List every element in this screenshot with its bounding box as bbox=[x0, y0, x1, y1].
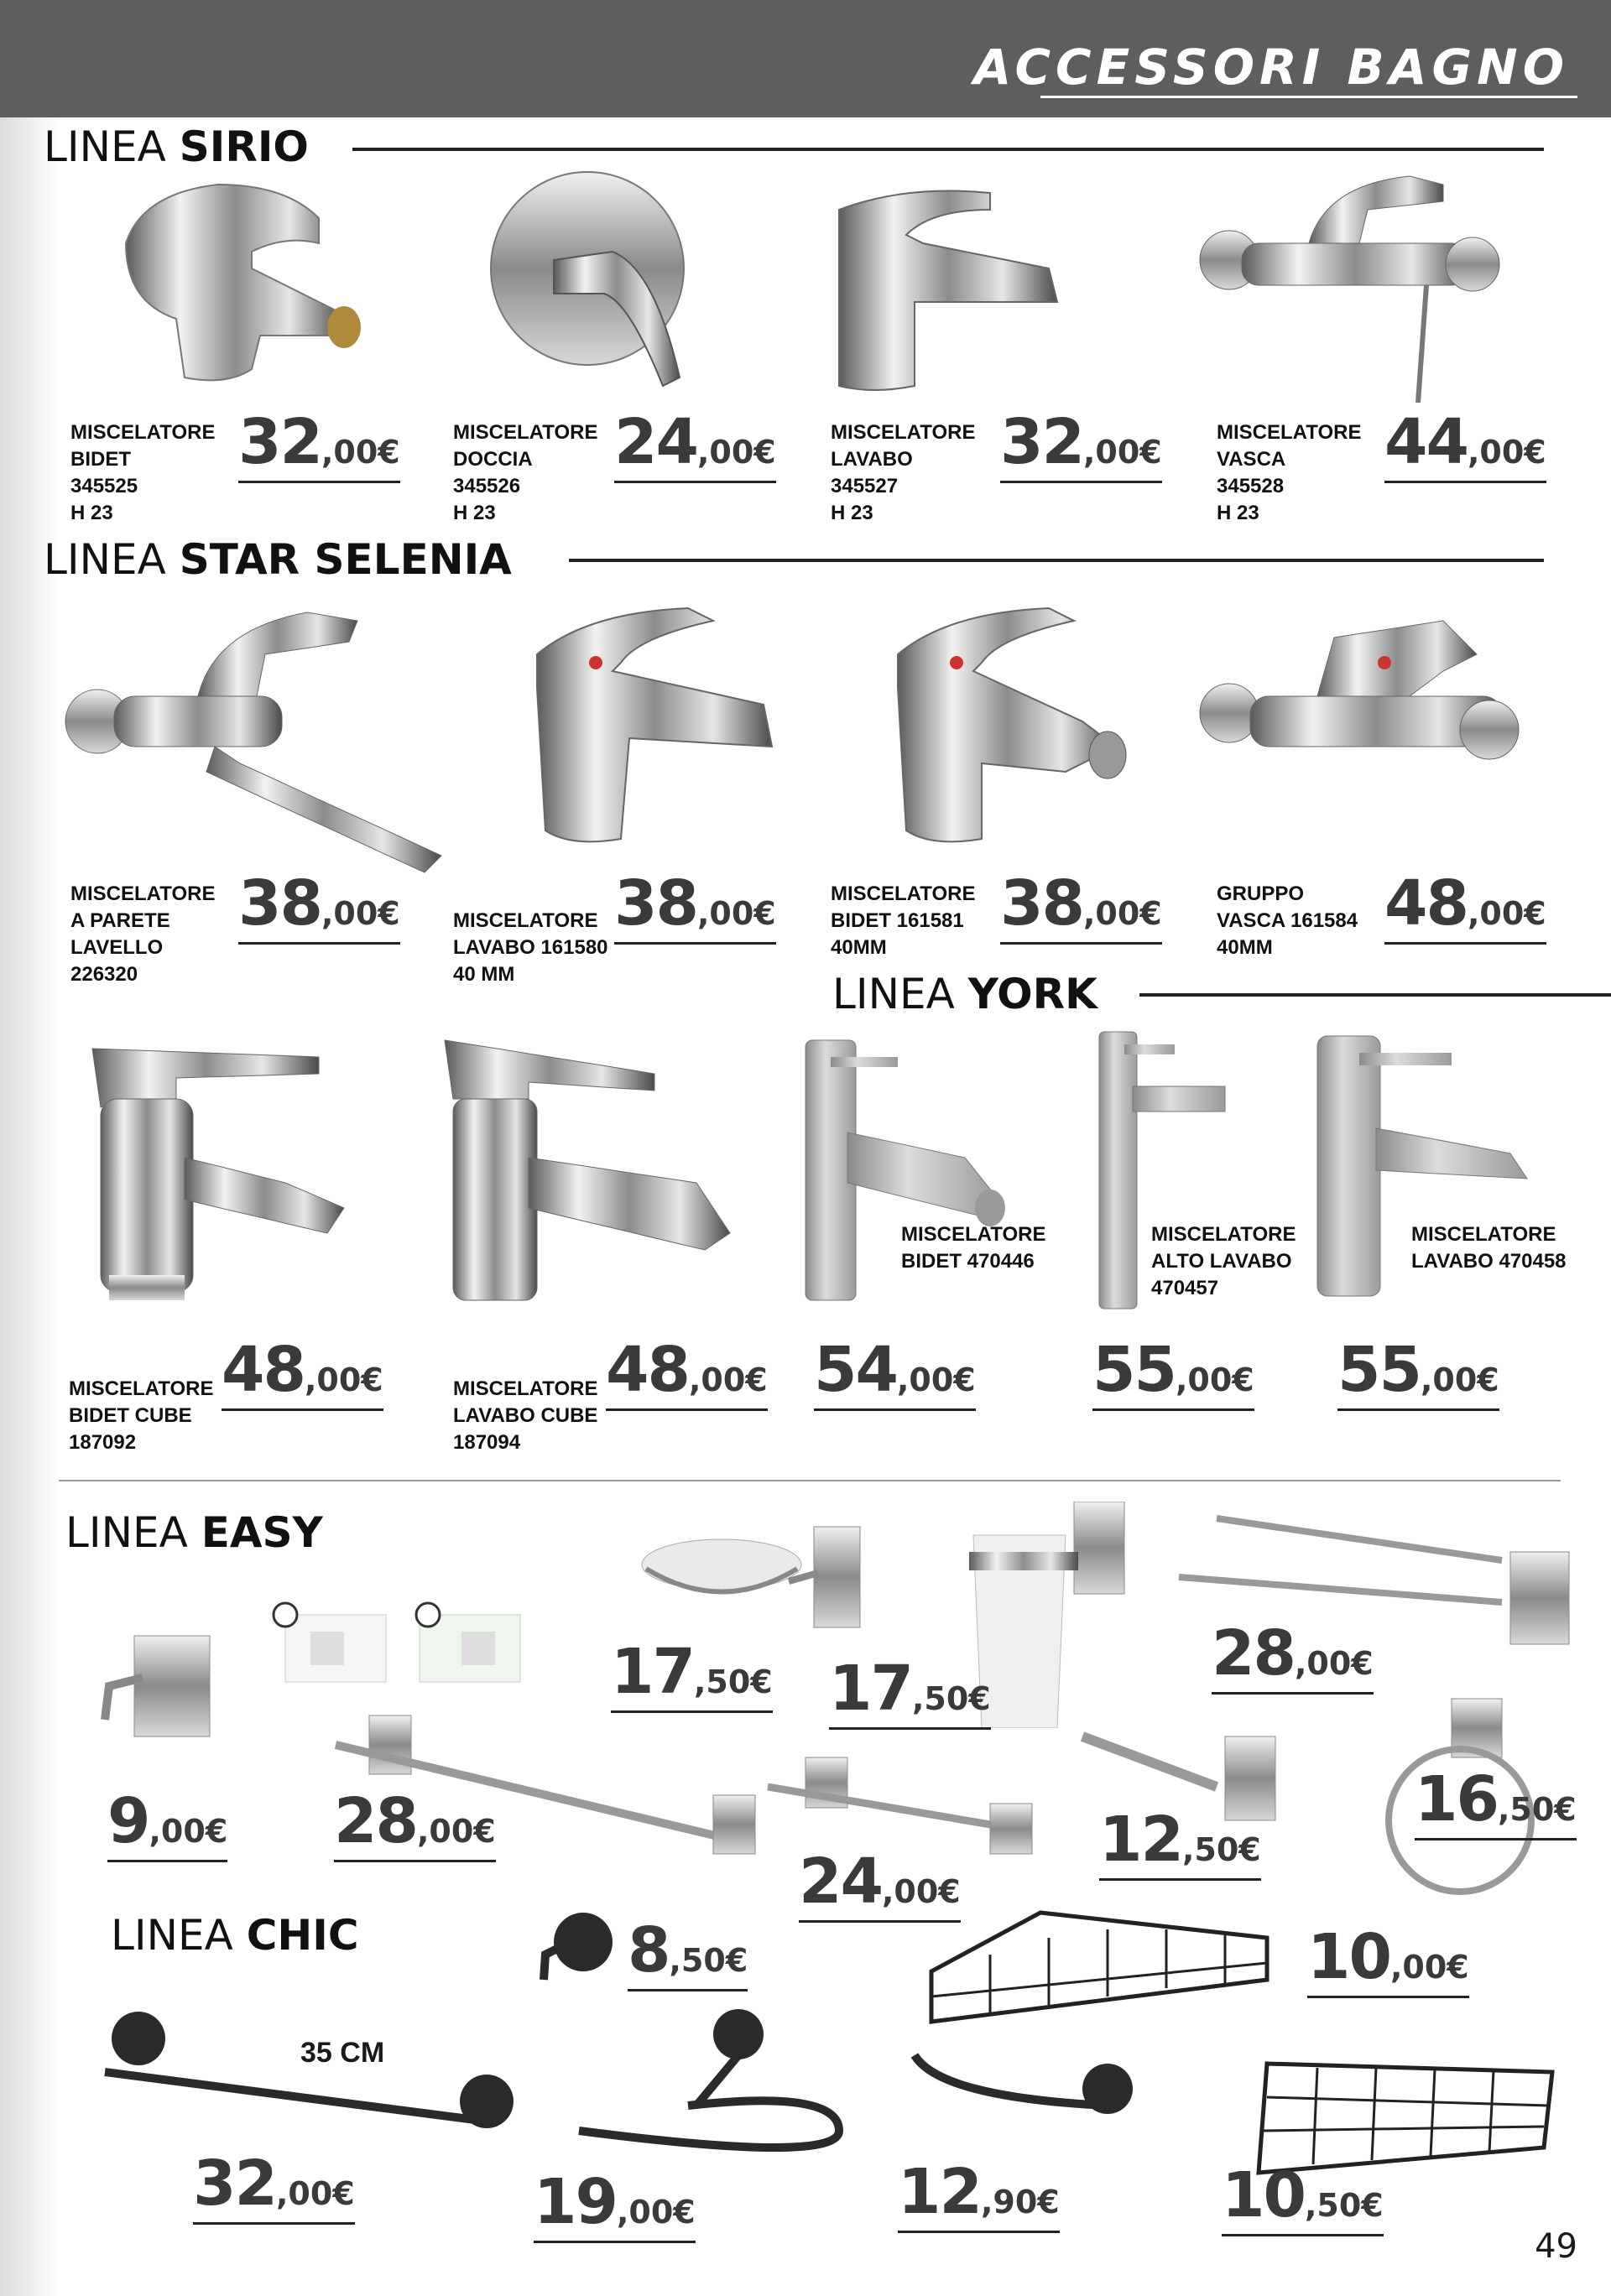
product-label-cube-lavabo: MISCELATORE LAVABO CUBE 187094 bbox=[453, 1377, 598, 1454]
product-image-sirio-lavabo bbox=[822, 176, 1074, 403]
product-label-star-lavabo: MISCELATORE LAVABO 161580 40 MM bbox=[453, 909, 608, 986]
product-image-star-lavabo bbox=[503, 604, 789, 847]
product-image-sirio-bidet bbox=[92, 168, 361, 403]
mounting-diagram-image bbox=[268, 1598, 537, 1690]
soap-dish-image bbox=[638, 1523, 864, 1636]
price-tag-easy-soap-dish: 17,50€ bbox=[611, 1636, 773, 1708]
price-tag-york-alto: 55,00€ bbox=[1092, 1334, 1254, 1406]
section-title-easy: LINEA EASY bbox=[65, 1508, 323, 1557]
section-title-sirio: LINEA SIRIO bbox=[44, 122, 309, 171]
page-number: 49 bbox=[1535, 2227, 1577, 2266]
price-tag-cube-bidet: 48,00€ bbox=[222, 1334, 383, 1406]
product-label-sirio-lavabo: MISCELATORE LAVABO 345527 H 23 bbox=[831, 421, 976, 524]
price-tag-star-vasca: 48,00€ bbox=[1384, 867, 1546, 940]
chic-hook-image bbox=[537, 1904, 613, 1988]
price-tag-sirio-vasca: 44,00€ bbox=[1384, 406, 1546, 478]
price-tag-chic-paper-holder: 12,90€ bbox=[898, 2156, 1060, 2228]
price-tag-sirio-bidet: 32,00€ bbox=[238, 406, 400, 478]
product-label-cube-bidet: MISCELATORE BIDET CUBE 187092 bbox=[69, 1377, 214, 1454]
section-rule-star-selenia bbox=[569, 559, 1544, 562]
price-tag-sirio-lavabo: 32,00€ bbox=[1000, 406, 1162, 478]
price-tag-chic-corner-shelf: 10,00€ bbox=[1307, 1921, 1469, 1993]
page-title: ACCESSORI BAGNO bbox=[973, 39, 1569, 96]
header-bar bbox=[0, 0, 1611, 117]
price-tag-easy-double-rail: 28,00€ bbox=[1212, 1617, 1374, 1689]
price-tag-chic-towel-bar: 32,00€ bbox=[193, 2148, 355, 2220]
price-tag-chic-hook: 8,50€ bbox=[628, 1914, 748, 1986]
chic-towel-hook-image bbox=[571, 2005, 856, 2164]
product-image-sirio-doccia bbox=[487, 159, 705, 411]
price-tag-easy-long-bar: 28,00€ bbox=[334, 1785, 496, 1857]
product-image-star-vasca bbox=[1191, 604, 1527, 839]
tumbler-holder-image bbox=[965, 1502, 1141, 1728]
price-tag-easy-tumbler: 17,50€ bbox=[829, 1653, 991, 1725]
product-image-star-parete bbox=[64, 604, 450, 906]
price-tag-cube-lavabo: 48,00€ bbox=[606, 1334, 768, 1406]
product-label-sirio-bidet: MISCELATORE BIDET 345525 H 23 bbox=[70, 421, 216, 524]
product-label-sirio-doccia: MISCELATORE DOCCIA 345526 H 23 bbox=[453, 421, 598, 524]
section-title-chic: LINEA CHIC bbox=[111, 1911, 359, 1960]
product-label-york-alto: MISCELATORE ALTO LAVABO 470457 bbox=[1151, 1223, 1296, 1299]
section-title-star-selenia: LINEA STAR SELENIA bbox=[44, 535, 512, 584]
title-underline bbox=[1040, 96, 1577, 98]
price-tag-star-bidet: 38,00€ bbox=[1000, 867, 1162, 940]
product-label-sirio-vasca: MISCELATORE VASCA 345528 H 23 bbox=[1217, 421, 1362, 524]
price-tag-easy-hook: 9,00€ bbox=[107, 1785, 227, 1857]
price-tag-sirio-doccia: 24,00€ bbox=[614, 406, 776, 478]
side-gradient bbox=[0, 117, 59, 2296]
product-image-cube-bidet bbox=[76, 1032, 352, 1309]
product-label-star-vasca: GRUPPO VASCA 161584 40MM bbox=[1217, 882, 1358, 959]
price-tag-chic-towel-hook: 19,00€ bbox=[534, 2166, 696, 2238]
price-tag-chic-basket: 10,50€ bbox=[1222, 2159, 1384, 2231]
divider bbox=[59, 1480, 1561, 1481]
robe-hook-image bbox=[92, 1627, 218, 1745]
section-rule-york bbox=[1139, 993, 1611, 997]
price-tag-easy-short-bar: 24,00€ bbox=[799, 1846, 961, 1918]
product-image-cube-lavabo bbox=[436, 1032, 738, 1309]
chic-towel-bar-image bbox=[92, 2005, 529, 2148]
product-label-star-bidet: MISCELATORE BIDET 161581 40MM bbox=[831, 882, 976, 959]
product-label-york-lavabo: MISCELATORE LAVABO 470458 bbox=[1411, 1223, 1567, 1273]
price-tag-easy-paper-holder: 12,50€ bbox=[1099, 1804, 1261, 1876]
price-tag-york-bidet: 54,00€ bbox=[814, 1334, 976, 1406]
section-title-york: LINEA YORK bbox=[832, 970, 1097, 1018]
corner-shelf-image bbox=[923, 1904, 1275, 2038]
chic-paper-holder-image bbox=[906, 2022, 1150, 2148]
product-image-sirio-vasca bbox=[1191, 159, 1510, 403]
price-tag-york-lavabo: 55,00€ bbox=[1337, 1334, 1499, 1406]
product-label-york-bidet: MISCELATORE BIDET 470446 bbox=[901, 1223, 1046, 1273]
price-tag-star-lavabo: 38,00€ bbox=[614, 867, 776, 940]
price-tag-easy-towel-ring: 16,50€ bbox=[1415, 1763, 1577, 1835]
chic-size-note: 35 CM bbox=[300, 2037, 385, 2069]
product-image-star-bidet bbox=[864, 604, 1133, 847]
product-label-star-parete: MISCELATORE A PARETE LAVELLO 226320 bbox=[70, 882, 216, 986]
section-rule-sirio bbox=[352, 148, 1544, 151]
price-tag-star-parete: 38,00€ bbox=[238, 867, 400, 940]
